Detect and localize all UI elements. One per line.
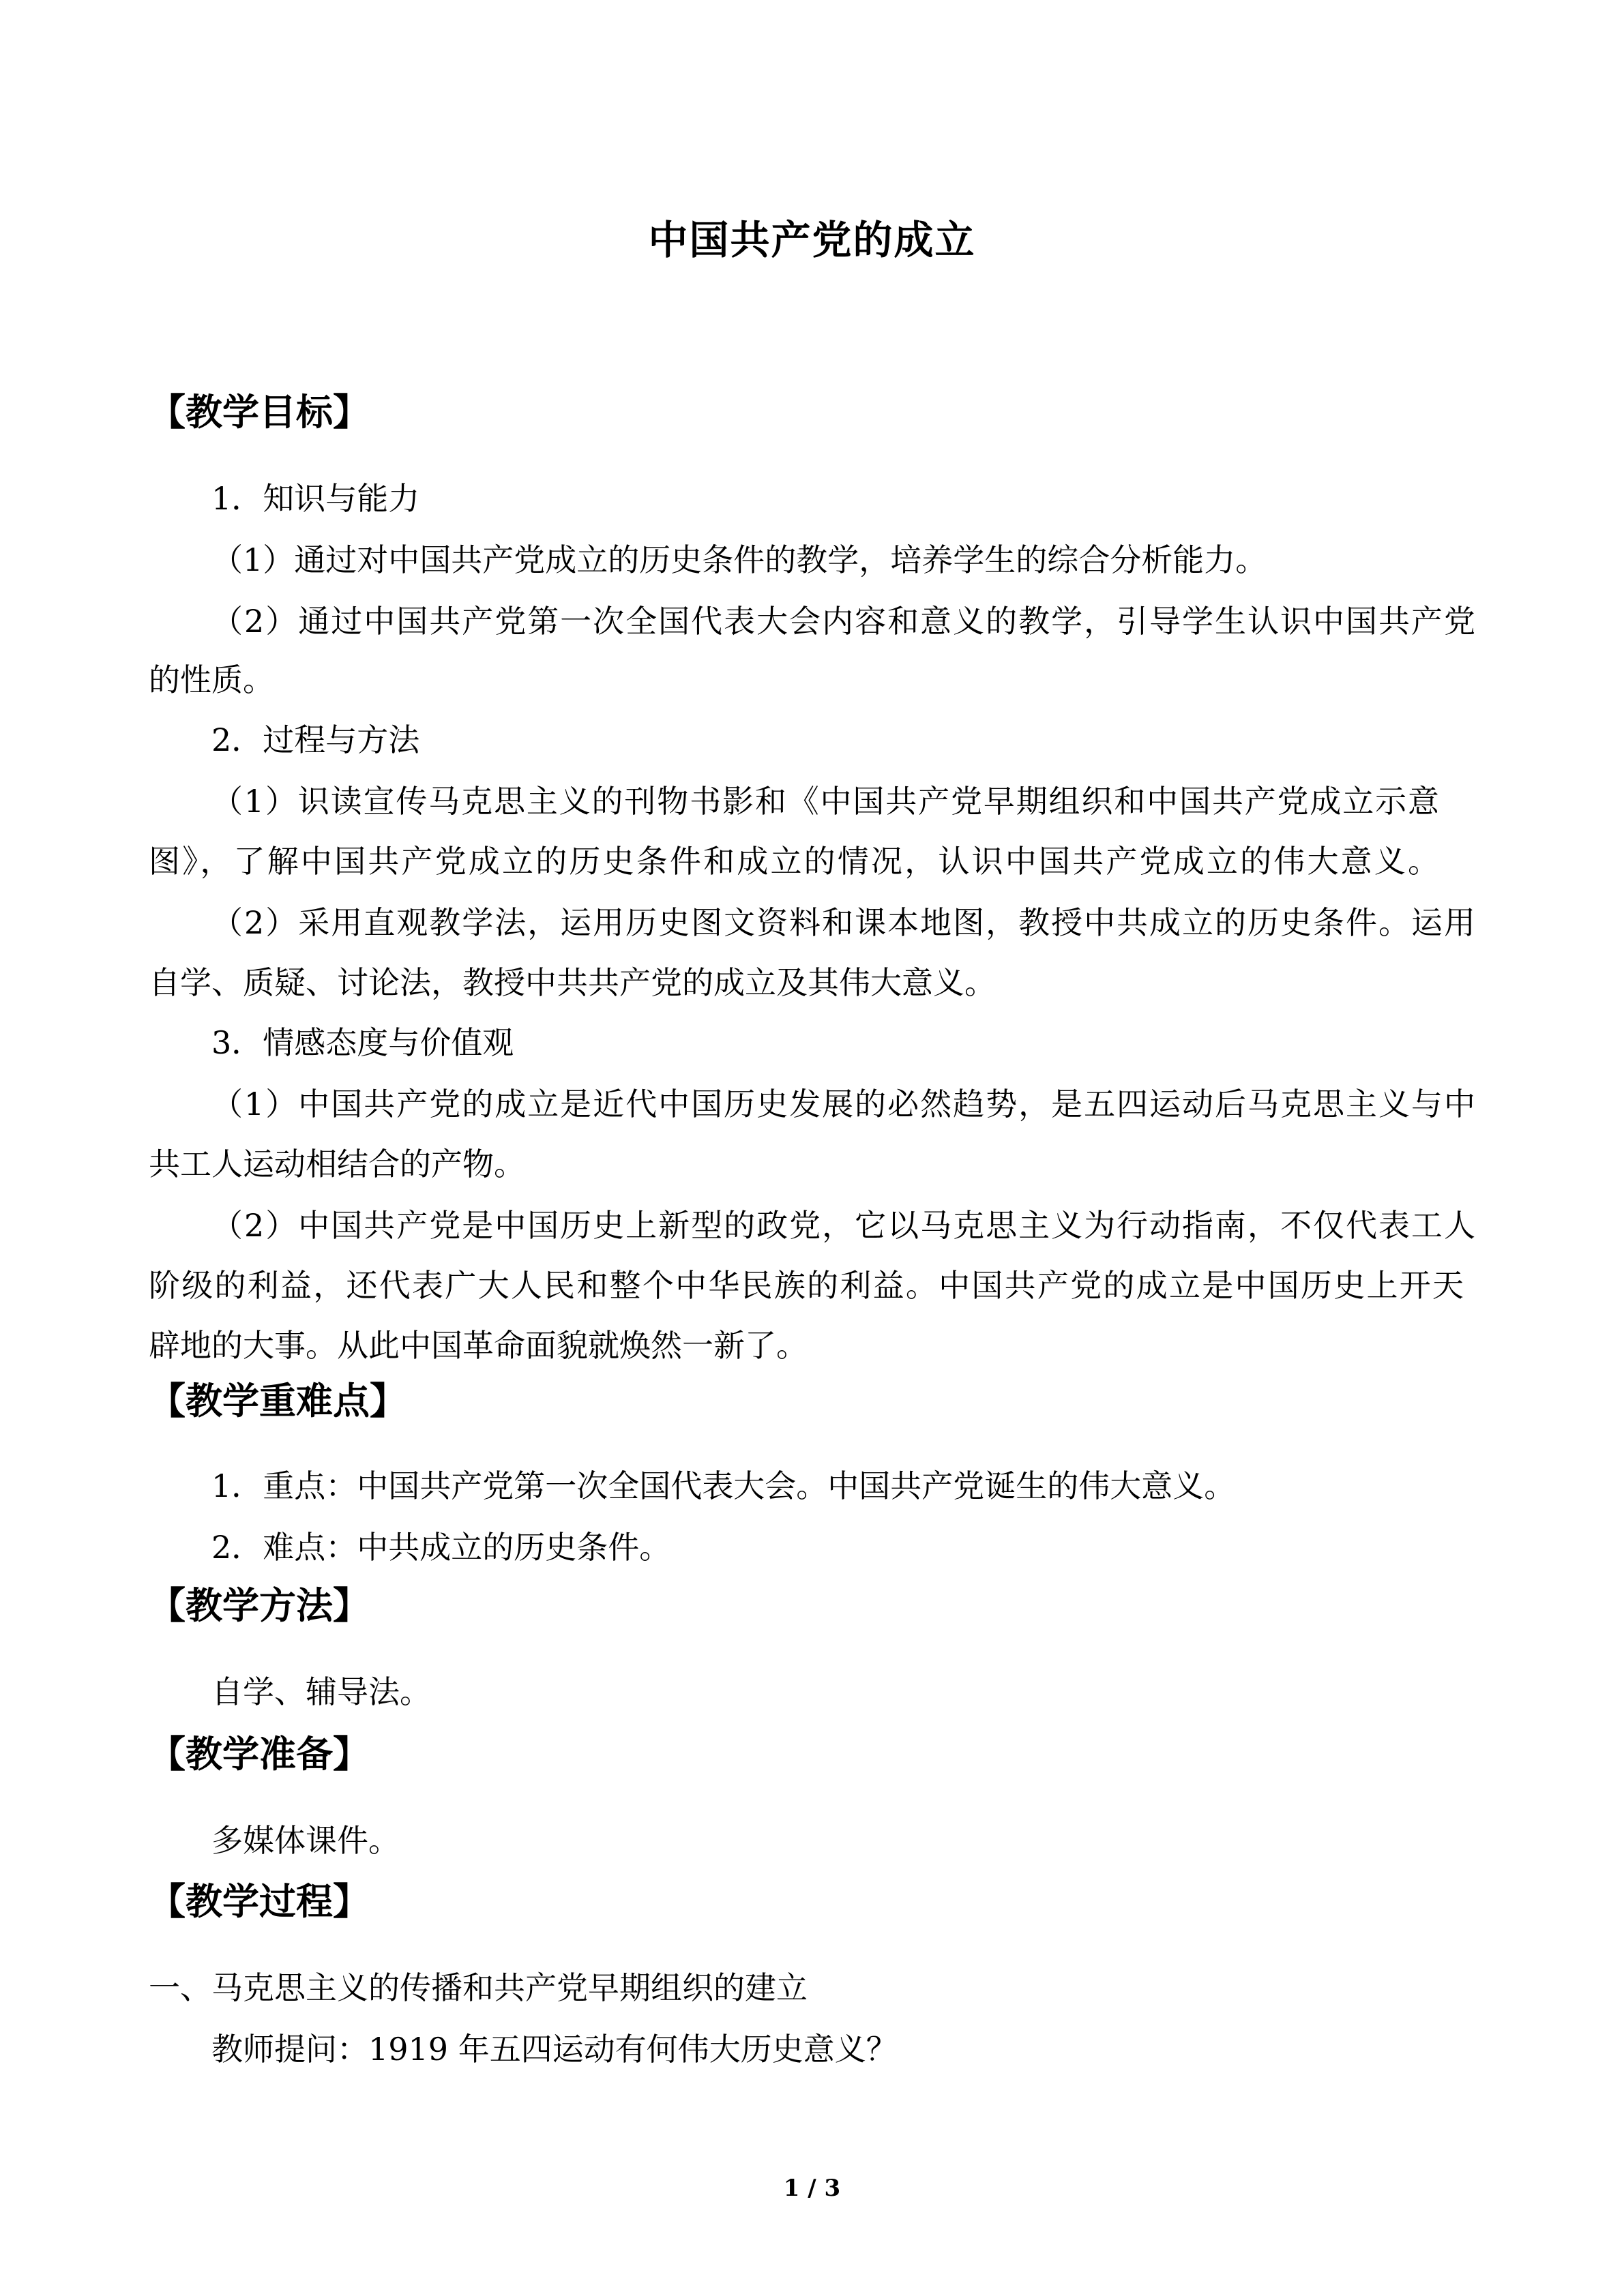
objectives-line: （2）通过中国共产党第一次全国代表大会内容和意义的教学，引导学生认识中国共产党 [211, 603, 1475, 640]
objectives-line: （2）采用直观教学法，运用历史图文资料和课本地图，教授中共成立的历史条件。运用 [211, 904, 1475, 941]
process-line: 教师提问：1919 年五四运动有何伟大历史意义？ [211, 2031, 898, 2068]
section-heading-preparation: 【教学准备】 [149, 1732, 370, 1776]
objectives-line: 辟地的大事。从此中国革命面貌就焕然一新了。 [149, 1327, 808, 1364]
objectives-line: （1）识读宣传马克思主义的刊物书影和《中国共产党早期组织和中国共产党成立示意 [211, 783, 1439, 820]
objectives-line: （1）中国共产党的成立是近代中国历史发展的必然趋势，是五四运动后马克思主义与中 [211, 1086, 1475, 1122]
objectives-line: 自学、质疑、讨论法，教授中共共产党的成立及其伟大意义。 [149, 964, 996, 1001]
objectives-line: 阶级的利益，还代表广大人民和整个中华民族的利益。中国共产党的成立是中国历史上开天 [149, 1267, 1464, 1304]
process-line: 一、马克思主义的传播和共产党早期组织的建立 [149, 1969, 808, 2006]
page-number: 1 / 3 [783, 2175, 841, 2202]
document-title: 中国共产党的成立 [648, 217, 976, 263]
objectives-line: 共工人运动相结合的产物。 [149, 1146, 525, 1182]
objectives-line: 1．知识与能力 [211, 480, 420, 517]
preparation-line: 多媒体课件。 [211, 1822, 400, 1859]
section-heading-process: 【教学过程】 [149, 1879, 370, 1923]
objectives-line: （1）通过对中国共产党成立的历史条件的教学，培养学生的综合分析能力。 [211, 541, 1267, 578]
section-heading-key-points: 【教学重难点】 [149, 1379, 407, 1422]
objectives-line: 图》，了解中国共产党成立的历史条件和成立的情况，认识中国共产党成立的伟大意义。 [149, 843, 1439, 880]
objectives-line: 3．情感态度与价值观 [211, 1024, 514, 1061]
objectives-line: 的性质。 [149, 661, 274, 698]
objectives-line: 2．过程与方法 [211, 721, 420, 758]
objectives-line: （2）中国共产党是中国历史上新型的政党，它以马克思主义为行动指南，不仅代表工人 [211, 1207, 1475, 1244]
methods-line: 自学、辅导法。 [211, 1673, 431, 1710]
key-points-line: 2．难点：中共成立的历史条件。 [211, 1529, 671, 1566]
key-points-line: 1．重点：中国共产党第一次全国代表大会。中国共产党诞生的伟大意义。 [211, 1467, 1236, 1504]
section-heading-objectives: 【教学目标】 [149, 390, 370, 434]
section-heading-methods: 【教学方法】 [149, 1583, 370, 1627]
